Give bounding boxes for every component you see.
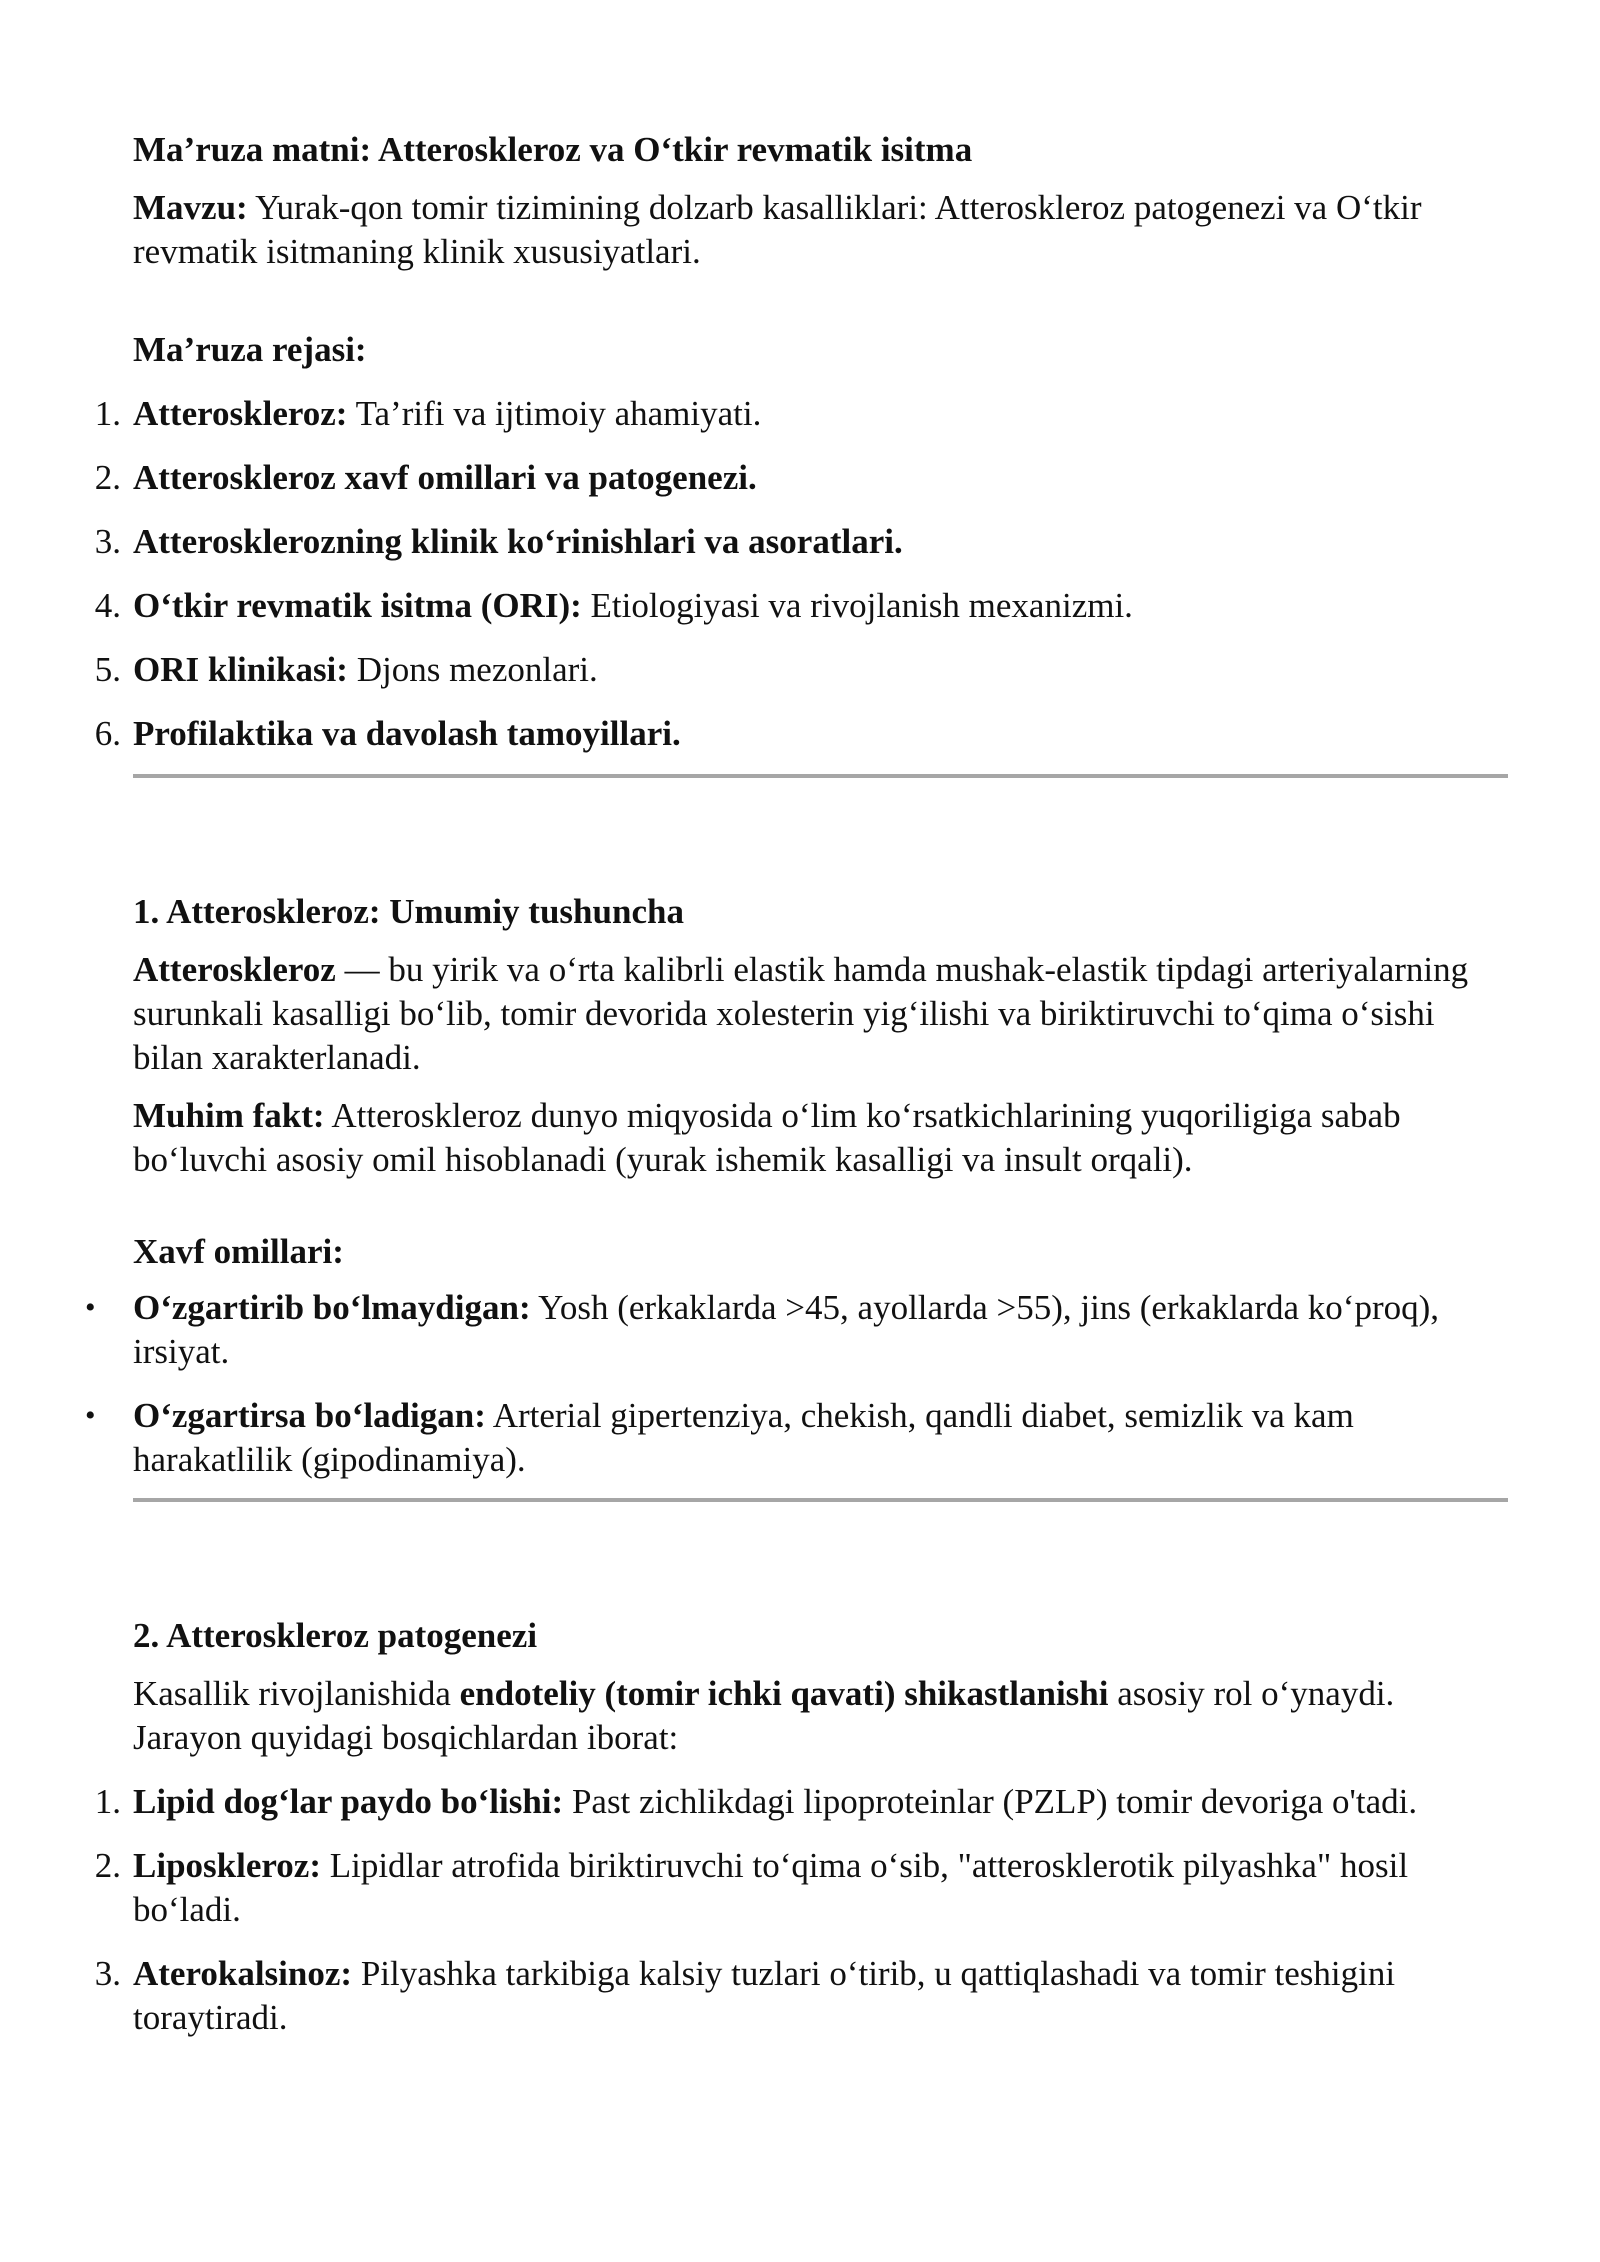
risk-factors-list	[85, 1286, 1508, 1482]
plan-item-number: 5.	[94, 650, 121, 689]
intro-bold: endoteliy (tomir ichki qavati) shikastlanishi	[459, 1674, 1109, 1713]
stage-bold: Aterokalsinoz:	[133, 1954, 353, 1993]
stages-list	[94, 1780, 1508, 2040]
definition-term: Atteroskleroz	[133, 950, 336, 989]
plan-item-number: 3.	[94, 522, 121, 561]
section-divider	[133, 1498, 1508, 1502]
document-body	[85, 128, 1508, 2060]
plan-item-text: Ta’rifi va ijtimoiy ahamiyati.	[347, 394, 762, 433]
fact-label: Muhim fakt:	[133, 1096, 325, 1135]
plan-item-number: 6.	[94, 714, 121, 753]
plan-item	[94, 584, 1508, 628]
plan-heading: Ma’ruza rejasi:	[133, 330, 367, 369]
plan-item-bold: Atteroskleroz xavf omillari va patogenezi.	[133, 458, 757, 497]
risk-factors-heading: Xavf omillari:	[133, 1232, 344, 1271]
risk-factor-item	[85, 1394, 1508, 1482]
topic-paragraph	[133, 186, 1508, 274]
plan-item-bold: ORI klinikasi:	[133, 650, 348, 689]
stage-bold: Liposkleroz:	[133, 1846, 321, 1885]
risk-factor-text: Yosh (erkaklarda >45, ayollarda >55), jins (erkaklarda ko‘proq), irsiyat.	[133, 1288, 1440, 1371]
risk-factor-text: Arterial gipertenziya, chekish, qandli diabet, semizlik va kam harakatlilik (gipodinamiya).	[133, 1396, 1354, 1479]
topic-text: Yurak-qon tomir tizimining dolzarb kasalliklari: Atteroskleroz patogenezi va O‘tkir revmatik isitmaning klinik xususiyatlari.	[133, 188, 1422, 271]
stage-text: Lipidlar atrofida biriktiruvchi to‘qima o‘sib, "atterosklerotik pilyashka" hosil bo‘ladi.	[133, 1846, 1409, 1929]
plan-item	[94, 392, 1508, 436]
stage-bold: Lipid dog‘lar paydo bo‘lishi:	[133, 1782, 564, 1821]
stage-item	[94, 1844, 1508, 1932]
plan-item-number: 2.	[94, 458, 121, 497]
plan-item-text: Etiologiyasi va rivojlanish mexanizmi.	[581, 586, 1133, 625]
risk-factor-item	[85, 1286, 1508, 1374]
topic-label: Mavzu:	[133, 188, 248, 227]
plan-item	[94, 520, 1508, 564]
plan-item-bold: Atteroskleroz:	[133, 394, 348, 433]
plan-item-text: Djons mezonlari.	[347, 650, 598, 689]
fact-text: Atteroskleroz dunyo miqyosida o‘lim ko‘rsatkichlarining yuqoriligiga sabab bo‘luvchi asosiy omil hisoblanadi (yurak ishemik kasalligi va insult orqali).	[133, 1096, 1401, 1179]
stage-text: Past zichlikdagi lipoproteinlar (PZLP) tomir devoriga o'tadi.	[563, 1782, 1418, 1821]
definition-text: — bu yirik va o‘rta kalibrli elastik hamda mushak-elastik tipdagi arteriyalarning surunkali kasalligi bo‘lib, tomir devorida xolesterin yig‘ilishi va biriktiruvchi to‘qima o‘sishi bilan xarakterlanadi.	[133, 950, 1469, 1077]
risk-factor-bold: O‘zgartirib bo‘lmaydigan:	[133, 1288, 531, 1327]
stage-item	[94, 1780, 1508, 1824]
bullet-icon: •	[85, 1399, 96, 1432]
section1-heading: 1. Atteroskleroz: Umumiy tushuncha	[133, 892, 684, 931]
section1-fact	[133, 1094, 1508, 1182]
plan-item	[94, 456, 1508, 500]
plan-item-bold: Profilaktika va davolash tamoyillari.	[133, 714, 681, 753]
stage-number: 1.	[94, 1782, 121, 1821]
stage-number: 3.	[94, 1954, 121, 1993]
plan-item	[94, 712, 1508, 756]
section1-definition	[133, 948, 1508, 1080]
plan-list	[94, 392, 1508, 756]
section-divider	[133, 774, 1508, 778]
stage-number: 2.	[94, 1846, 121, 1885]
plan-item-bold: O‘tkir revmatik isitma (ORI):	[133, 586, 582, 625]
document-title: Ma’ruza matni: Atteroskleroz va O‘tkir revmatik isitma	[133, 130, 973, 169]
plan-item	[94, 648, 1508, 692]
stage-item	[94, 1952, 1508, 2040]
section2-intro	[133, 1672, 1508, 1760]
intro-text-end: asosiy rol o‘ynaydi. Jarayon quyidagi bosqichlardan iborat:	[133, 1674, 1395, 1757]
stage-text: Pilyashka tarkibiga kalsiy tuzlari o‘tirib, u qattiqlashadi va tomir teshigini toraytiradi.	[133, 1954, 1396, 2037]
bullet-icon: •	[85, 1291, 96, 1324]
plan-item-number: 4.	[94, 586, 121, 625]
plan-item-bold: Atterosklerozning klinik ko‘rinishlari va asoratlari.	[133, 522, 903, 561]
risk-factor-bold: O‘zgartirsa bo‘ladigan:	[133, 1396, 486, 1435]
plan-item-number: 1.	[94, 394, 121, 433]
intro-text-start: Kasallik rivojlanishida	[133, 1674, 460, 1713]
section2-heading: 2. Atteroskleroz patogenezi	[133, 1616, 538, 1655]
